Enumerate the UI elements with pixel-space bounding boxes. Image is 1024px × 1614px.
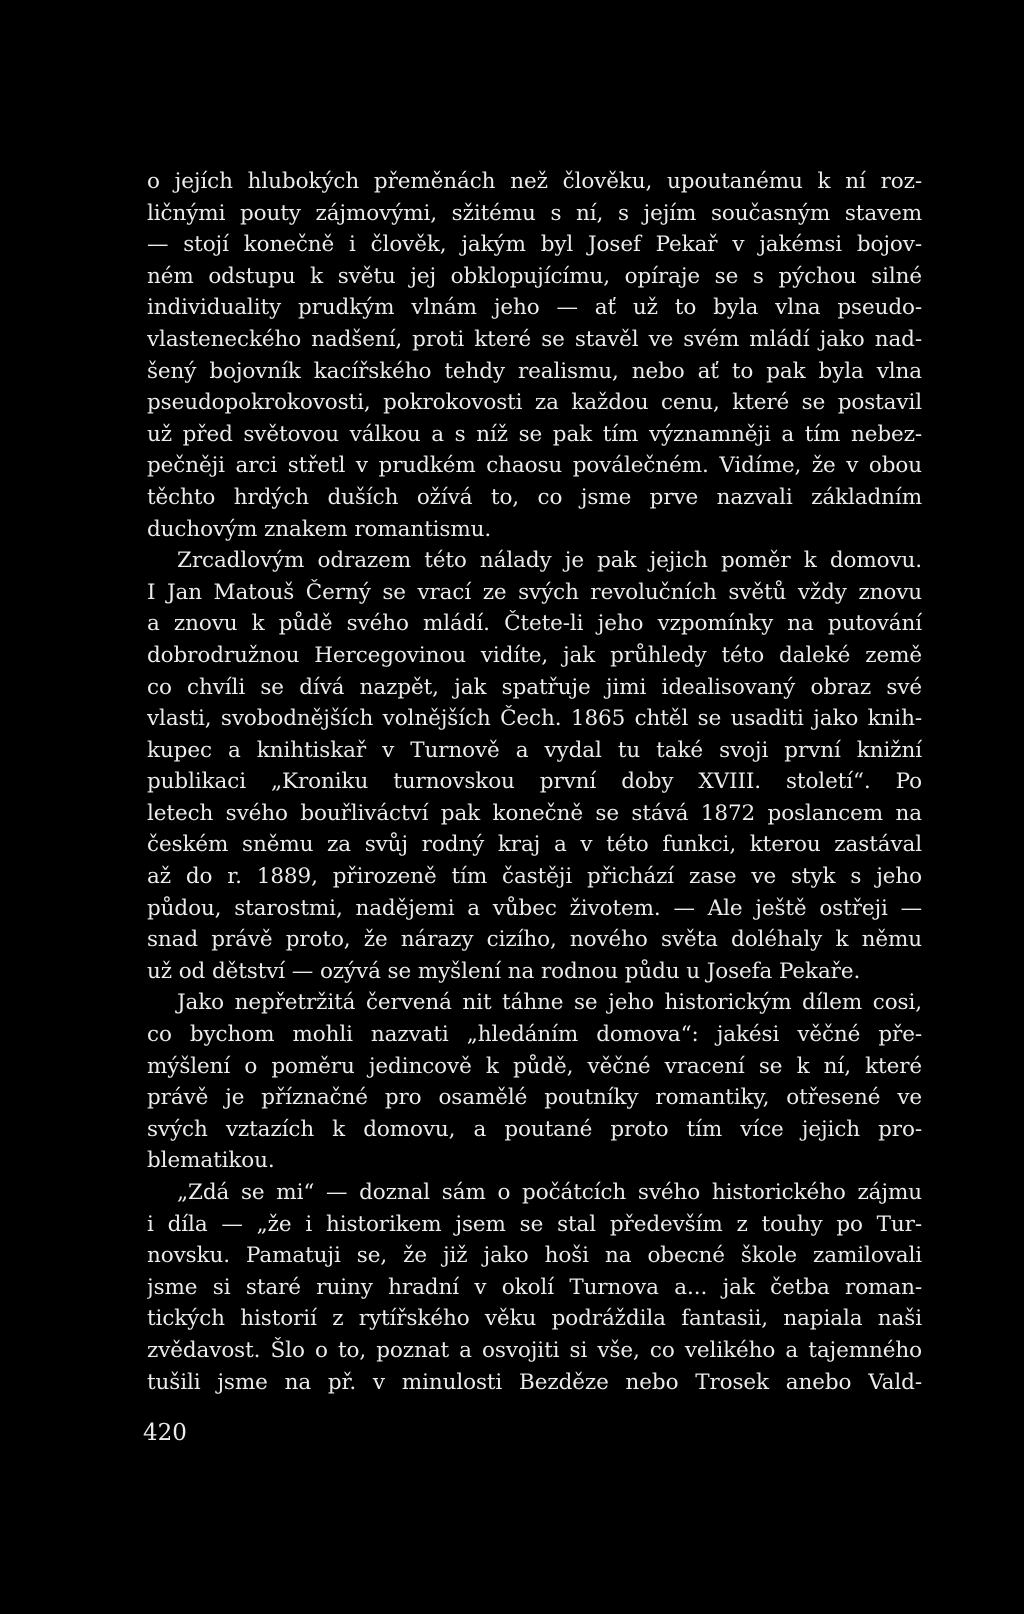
text-line: už od dětství — ozývá se myšlení na rodnou půdu u Josefa Pekaře.: [147, 958, 861, 984]
text-line: vlasti, svobodnějších volnějších Čech. 1865 chtěl se usaditi jako knih-: [147, 706, 922, 732]
text-line: svých vztazích k domovu, a poutané proto tím více jejich pro-: [147, 1116, 922, 1142]
text-line: půdou, starostmi, nadějemi a vůbec životem. — Ale ještě ostřeji —: [147, 895, 922, 921]
text-line: snad právě proto, že nárazy cizího, nového světa doléhaly k němu: [147, 927, 922, 953]
text-line: individuality prudkým vlnám jeho — ať už to byla vlna pseudo-: [147, 295, 922, 321]
text-line: pseudopokrokovosti, pokrokovosti za každou cenu, které se postavil: [147, 390, 922, 416]
text-line: i díla — „že i historikem jsem se stal především z touhy po Tur-: [147, 1211, 922, 1237]
text-line: až do r. 1889, přirozeně tím častěji přichází zase ve styk s jeho: [147, 864, 922, 890]
text-line: co bychom mohli nazvati „hledáním domova“: jakési věčné pře-: [147, 1022, 922, 1048]
text-line: českém sněmu za svůj rodný kraj a v této funkci, kterou zastával: [147, 832, 922, 858]
text-line: vlasteneckého nadšení, proti které se stavěl ve svém mládí jako nad-: [147, 326, 922, 352]
text-line: mýšlení o poměru jedincově k půdě, věčné vracení se k ní, které: [147, 1053, 922, 1079]
text-line: letech svého bouřliváctví pak konečně se stává 1872 poslancem na: [147, 800, 922, 826]
text-line: publikaci „Kroniku turnovskou první doby XVIII. století“. Po: [147, 769, 922, 795]
body-text: [147, 166, 922, 1398]
text-line: — stojí konečně i člověk, jakým byl Josef Pekař v jakémsi bojov-: [147, 232, 922, 258]
text-line: šený bojovník kacířského tehdy realismu, nebo ať to pak byla vlna: [147, 358, 922, 384]
text-line: ném odstupu k světu jej obklopujícímu, opíraje se s pýchou silné: [147, 263, 922, 289]
text-line: dobrodružnou Hercegovinou vidíte, jak průhledy této daleké země: [147, 642, 922, 668]
text-line: duchovým znakem romantismu.: [147, 516, 492, 542]
text-line: právě je příznačné pro osamělé poutníky romantiky, otřesené ve: [147, 1085, 922, 1111]
text-line: „Zdá se mi“ — doznal sám o počátcích svého historického zájmu: [177, 1180, 922, 1205]
text-line: a znovu k půdě svého mládí. Čtete-li jeho vzpomínky na putování: [147, 611, 922, 637]
text-line: co chvíli se dívá nazpět, jak spatřuje jimi idealisovaný obraz své: [147, 674, 922, 700]
text-line: ličnými pouty zájmovými, sžitému s ní, s jejím současným stavem: [147, 200, 922, 226]
text-line: těchto hrdých duších ožívá to, co jsme prve nazvali základním: [147, 484, 922, 510]
text-line: kupec a knihtiskař v Turnově a vydal tu také svoji první knižní: [147, 737, 922, 763]
text-line: jsme si staré ruiny hradní v okolí Turnova a... jak četba roman-: [147, 1274, 922, 1300]
text-line: Zrcadlovým odrazem této nálady je pak jejich poměr k domovu.: [177, 548, 922, 574]
text-line: zvědavost. Šlo o to, poznat a osvojiti si vše, co velikého a tajemného: [147, 1337, 922, 1363]
text-line: o jejích hlubokých přeměnách než člověku, upoutanému k ní roz-: [147, 169, 922, 194]
text-line: tických historií z rytířského věku podráždila fantasii, napiala naši: [147, 1306, 922, 1332]
text-line: Jako nepřetržitá červená nit táhne se jeho historickým dílem cosi,: [177, 990, 922, 1016]
text-line: blematikou.: [147, 1148, 275, 1174]
text-line: už před světovou válkou a s níž se pak tím významněji a tím nebez-: [147, 421, 922, 447]
text-line: tušili jsme na př. v minulosti Bezdězе nebo Trosek anebo Vald-: [147, 1369, 922, 1395]
page-number: 420: [143, 1420, 187, 1446]
text-line: novsku. Pamatuji se, že již jako hoši na obecné škole zamilovali: [147, 1243, 922, 1269]
text-line: pečněji arci střetl v prudkém chaosu poválečném. Vidíme, že v obou: [147, 453, 922, 479]
text-line: I Jan Matouš Černý se vrací ze svých revolučních světů vždy znovu: [147, 579, 922, 605]
